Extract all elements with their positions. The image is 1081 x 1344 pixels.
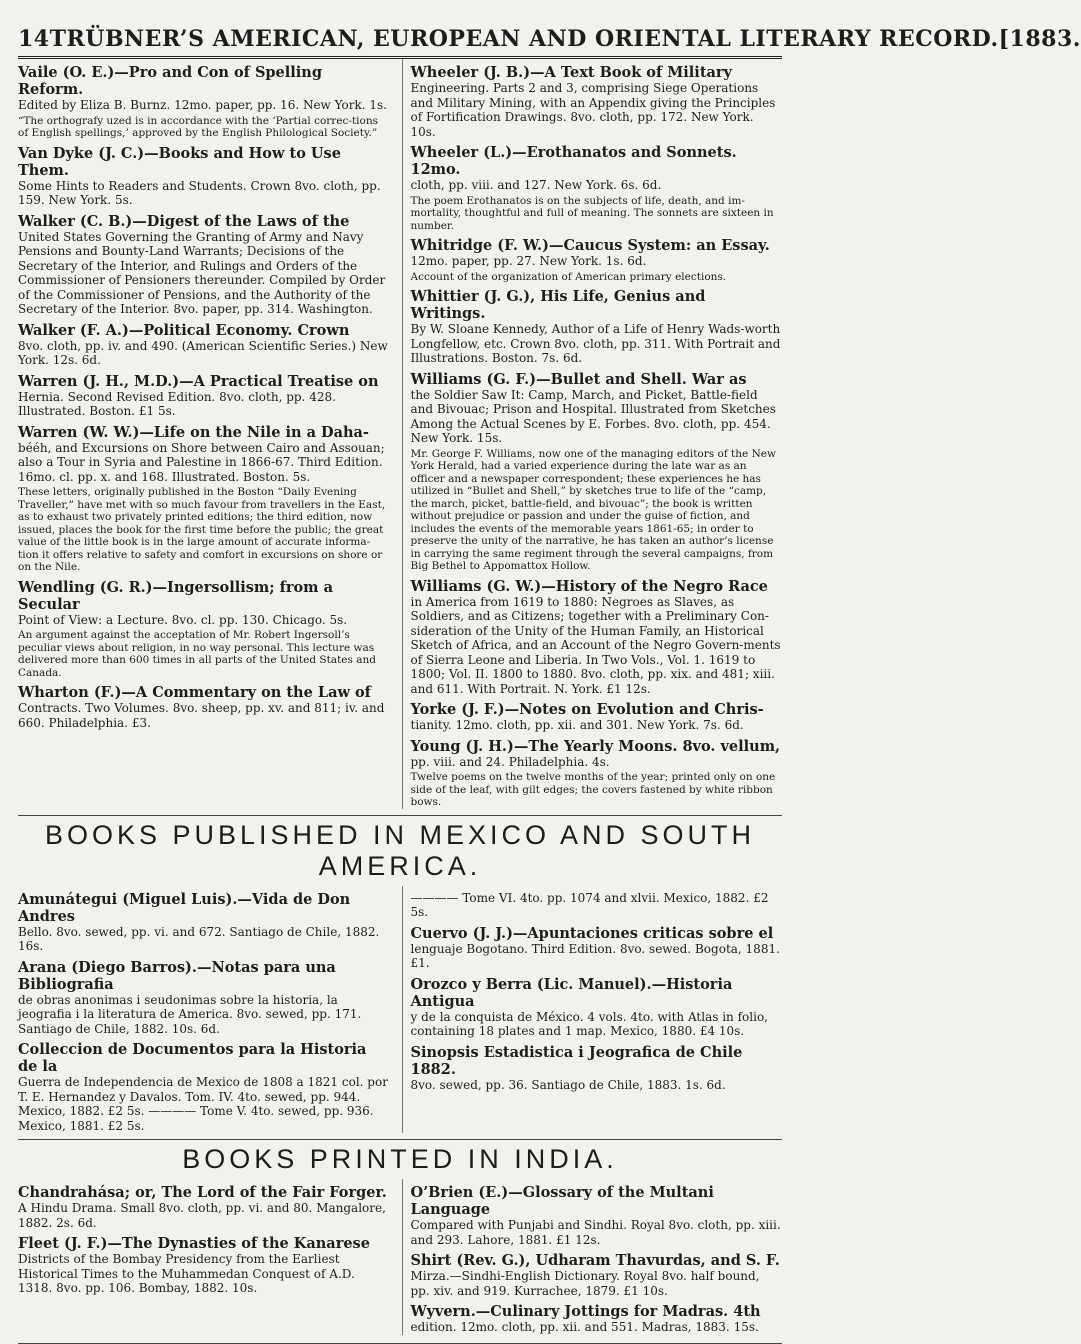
publication-title: TRÜBNER’S AMERICAN, EUROPEAN AND ORIENTAL LITERARY RECORD. <box>49 26 999 52</box>
entry-details: Hernia. Second Revised Edition. 8vo. cloth, pp. 428. Illustrated. Boston. £1 5s. <box>18 389 336 418</box>
entry-details: Mirza.—Sindhi-English Dictionary. Royal 8vo. half bound, pp. xiv. and 919. Kurrachee, 1879. £1 10s. <box>410 1269 760 1298</box>
entry-heading: Arana (Diego Barros).—Notas para una Bibliografia <box>18 958 336 993</box>
entry-heading: Fleet (J. F.)—The Dynasties of the Kanarese <box>18 1235 370 1252</box>
catalog-entry <box>18 145 390 208</box>
catalog-entry <box>411 1303 783 1335</box>
entry-note: The poem Erothanatos is on the subjects of life, death, and im-mortality, thoughtful and full of meaning. The sonnets are sixteen in number. <box>410 194 774 232</box>
section1-columns <box>18 59 782 809</box>
entry-note: Mr. George F. Williams, now one of the managing editors of the New York Herald, had a varied experience during the late war as an officer and a newspaper correspondent; these experiences he has utilized in “Bullet and Shell,” by sketches true to life of the “camp, the march, picket, battle-field, and bivouac”; the book is written without prejudice or passion and under the guise of fiction, and includes the events of the memorable years 1861-65; in order to preserve the unity of the narrative, he has taken an author’s license in carrying the same regiment through the several campaigns, from Big Bethel to Appomattox Hollow. <box>410 447 776 572</box>
entry-details: bééh, and Excursions on Shore between Cairo and Assouan; also a Tour in Syria and Palestine in 1866-67. Third Edition. 16mo. cl. pp. x. and 168. Illustrated. Boston. 5s. <box>18 440 385 484</box>
entry-details: United States Governing the Granting of Army and Navy Pensions and Bounty-Land Warrants; Decisions of the Secretary of the Interior, and Rulings and Orders of the Commissioner of Pensioners thereunder. Compiled by Order of the Commissioner of Pensions, and the Authority of the Secretary of the Interior. 8vo. paper, pp. 314. Washington. <box>18 229 386 316</box>
catalog-entry <box>18 684 390 730</box>
catalog-entry <box>411 925 783 971</box>
entry-heading: Williams (G. F.)—Bullet and Shell. War as <box>410 370 747 388</box>
entry-details: edition. 12mo. cloth, pp. xii. and 551. Madras, 1883. 15s. <box>410 1320 759 1334</box>
entry-heading: Wheeler (J. B.)—A Text Book of Military <box>410 64 732 81</box>
entry-details: 8vo. sewed, pp. 36. Santiago de Chile, 1883. 1s. 6d. <box>410 1077 726 1092</box>
section1-right-column <box>402 59 783 809</box>
year: [1883. <box>998 26 1081 52</box>
entry-note: An argument against the acceptation of Mr. Robert Ingersoll’s peculiar views about religion, in no way personal. This lecture was delivered more than 600 times in all parts of the United States and Canada. <box>18 629 376 679</box>
entry-heading: Wyvern.—Culinary Jottings for Madras. 4th <box>410 1303 761 1320</box>
catalog-entry <box>411 64 783 139</box>
catalog-entry <box>18 959 390 1037</box>
entry-heading: Wheeler (L.)—Erothanatos and Sonnets. 12mo. <box>410 144 737 178</box>
catalog-entry <box>411 738 783 809</box>
entry-heading: Wendling (G. R.)—Ingersollism; from a Secular <box>18 578 333 613</box>
entry-details: Guerra de Independencia de Mexico de 1808 a 1821 col. por T. E. Hernandez y Davalos. Tom. IV. 4to. sewed, pp. 944. Mexico, 1882. £2 5s. ———— Tome V. 4to. sewed, pp. 936. Mexico, 1881. £2 5s. <box>18 1075 388 1133</box>
entry-heading: Warren (W. W.)—Life on the Nile in a Daha- <box>18 423 369 441</box>
entry-heading: Wharton (F.)—A Commentary on the Law of <box>18 684 371 701</box>
catalog-entry <box>411 1184 783 1247</box>
entry-note: Twelve poems on the twelve months of the year; printed only on one side of the leaf, with gilt edges; the covers fastened by white ribbon bows. <box>410 771 776 808</box>
section1-left-column <box>18 59 390 809</box>
entry-heading: O’Brien (E.)—Glossary of the Multani Language <box>410 1184 714 1218</box>
entry-details: Point of View: a Lecture. 8vo. cl. pp. 130. Chicago. 5s. <box>18 612 348 627</box>
catalog-entry <box>18 891 390 954</box>
entry-heading: Sinopsis Estadistica i Jeografica de Chile 1882. <box>410 1043 743 1078</box>
entry-details: Engineering. Parts 2 and 3, comprising Siege Operations and Military Mining, with an Appendix giving the Principles of Fortification Drawings. 8vo. cloth, pp. 172. New York. 10s. <box>410 81 776 139</box>
entry-details: cloth, pp. viii. and 127. New York. 6s. 6d. <box>410 178 662 192</box>
entry-heading: Chandrahása; or, The Lord of the Fair Forger. <box>18 1184 387 1201</box>
entry-details: Districts of the Bombay Presidency from the Earliest Historical Times to the Muhammedan Conquest of A.D. 1318. 8vo. pp. 106. Bombay, 1882. 10s. <box>18 1252 355 1295</box>
catalog-entry <box>18 373 390 419</box>
footer-rule <box>18 1343 782 1344</box>
entry-details: y de la conquista de México. 4 vols. 4to. with Atlas in folio, containing 18 plates and 1 map. Mexico, 1880. £4 10s. <box>410 1009 768 1038</box>
catalog-entry <box>411 976 783 1039</box>
entry-heading: Walker (C. B.)—Digest of the Laws of the <box>18 212 350 230</box>
entry-heading: Cuervo (J. J.)—Apuntaciones criticas sobre el <box>410 924 774 942</box>
entry-details: ———— Tome VI. 4to. pp. 1074 and xlvii. Mexico, 1882. £2 5s. <box>410 890 769 919</box>
catalog-entry <box>411 144 783 232</box>
entry-details: 12mo. paper, pp. 27. New York. 1s. 6d. <box>410 254 647 268</box>
catalog-entry <box>18 424 390 574</box>
catalog-entry <box>18 1235 390 1296</box>
entry-heading: Whittier (J. G.), His Life, Genius and Writings. <box>410 288 706 322</box>
entry-details: the Soldier Saw It: Camp, March, and Picket, Battle-field and Bivouac; Prison and Hospital. Illustrated from Sketches Among the Actual Scenes by E. Forbes. 8vo. cloth, pp. 454. New York. 15s. <box>410 387 776 445</box>
entry-details: lenguaje Bogotano. Third Edition. 8vo. sewed. Bogota, 1881. £1. <box>410 941 780 970</box>
catalog-entry <box>411 1252 783 1298</box>
entry-details: Some Hints to Readers and Students. Crown 8vo. cloth, pp. 159. New York. 5s. <box>18 178 381 207</box>
entry-heading: Colleccion de Documentos para la Historia de la <box>18 1041 367 1075</box>
section2-columns <box>18 886 782 1134</box>
catalog-entry <box>411 578 783 697</box>
catalog-entry <box>411 891 783 920</box>
entry-heading: Vaile (O. E.)—Pro and Con of Spelling Reform. <box>18 64 322 98</box>
entry-details: By W. Sloane Kennedy, Author of a Life of Henry Wads-worth Longfellow, etc. Crown 8vo. cloth, pp. 311. With Portrait and Illustrations. Boston. 7s. 6d. <box>410 322 781 365</box>
catalog-entry <box>18 213 390 317</box>
entry-note: “The orthografy uzed is in accordance with the ‘Partial correc-tions of English spellings,’ approved by the English Philological Society.” <box>18 114 379 139</box>
entry-details: Contracts. Two Volumes. 8vo. sheep, pp. xv. and 811; iv. and 660. Philadelphia. £3. <box>18 701 385 730</box>
section-heading-india: BOOKS PRINTED IN INDIA. <box>18 1139 782 1175</box>
entry-details: de obras anonimas i seudonimas sobre la historia, la jeografia i la literatura de America. 8vo. sewed, pp. 171. Santiago de Chile, 1882. 10s. 6d. <box>18 992 362 1036</box>
entry-details: A Hindu Drama. Small 8vo. cloth, pp. vi. and 80. Mangalore, 1882. 2s. 6d. <box>18 1201 386 1230</box>
catalog-entry <box>18 579 390 680</box>
entry-details: Edited by Eliza B. Burnz. 12mo. paper, pp. 16. New York. 1s. <box>18 98 387 112</box>
entry-note: These letters, originally published in the Boston “Daily Evening Traveller,” have met with so much favour from travellers in the East, as to exhaust two privately printed editions; the third edition, now issued, places the book for the first time before the public; the great value of the little book is in the large amount of accurate informa-tion it offers relative to safety and comfort in excursions on shore or on the Nile. <box>18 486 386 573</box>
section3-columns <box>18 1179 782 1335</box>
catalog-entry <box>18 322 390 368</box>
entry-details: pp. viii. and 24. Philadelphia. 4s. <box>410 754 610 769</box>
entry-heading: Yorke (J. F.)—Notes on Evolution and Chris- <box>410 701 764 718</box>
section3-left-column <box>18 1179 390 1335</box>
entry-details: in America from 1619 to 1880: Negroes as Slaves, as Soldiers, and as Citizens; together with a Preliminary Con-sideration of the Unity of the Human Family, an Historical Sketch of Africa, and an Account of the Negro Govern-ments of Sierra Leone and Liberia. In Two Vols., Vol. 1. 1619 to 1800; Vol. II. 1800 to 1880. 8vo. cloth, pp. xix. and 481; xiii. and 611. With Portrait. N. York. £1 12s. <box>410 594 781 696</box>
catalog-entry <box>411 1044 783 1093</box>
catalog-entry <box>411 288 783 366</box>
section3-right-column <box>402 1179 783 1335</box>
entry-details: 8vo. cloth, pp. iv. and 490. (American Scientific Series.) New York. 12s. 6d. <box>18 338 388 367</box>
entry-heading: Whitridge (F. W.)—Caucus System: an Essay. <box>410 237 770 254</box>
entry-note: Account of the organization of American primary elections. <box>410 270 727 283</box>
catalog-entry <box>411 237 783 283</box>
entry-heading: Amunátegui (Miguel Luis).—Vida de Don Andres <box>18 890 351 925</box>
entry-details: Compared with Punjabi and Sindhi. Royal 8vo. cloth, pp. xiii. and 293. Lahore, 1881. £1 12s. <box>410 1218 781 1247</box>
page-header <box>18 26 1081 59</box>
entry-heading: Warren (J. H., M.D.)—A Practical Treatise on <box>18 372 379 390</box>
catalog-entry <box>18 1041 390 1133</box>
section-heading-mexico: BOOKS PUBLISHED IN MEXICO AND SOUTH AMERICA. <box>18 815 782 882</box>
entry-heading: Shirt (Rev. G.), Udharam Thavurdas, and S. F. <box>410 1252 780 1269</box>
entry-details: tianity. 12mo. cloth, pp. xii. and 301. New York. 7s. 6d. <box>410 718 744 732</box>
section2-right-column <box>402 886 783 1134</box>
entry-heading: Williams (G. W.)—History of the Negro Race <box>410 577 768 595</box>
entry-heading: Van Dyke (J. C.)—Books and How to Use Them. <box>18 144 341 179</box>
catalog-entry <box>411 701 783 733</box>
entry-heading: Walker (F. A.)—Political Economy. Crown <box>18 321 350 339</box>
page-number: 14 <box>18 26 50 52</box>
catalog-entry <box>411 371 783 573</box>
entry-details: Bello. 8vo. sewed, pp. vi. and 672. Santiago de Chile, 1882. 16s. <box>18 924 380 953</box>
catalog-entry <box>18 64 390 140</box>
catalog-entry <box>18 1184 390 1230</box>
entry-heading: Young (J. H.)—The Yearly Moons. 8vo. vellum, <box>410 737 781 755</box>
entry-heading: Orozco y Berra (Lic. Manuel).—Historia Antigua <box>410 975 733 1010</box>
section2-left-column <box>18 886 390 1134</box>
